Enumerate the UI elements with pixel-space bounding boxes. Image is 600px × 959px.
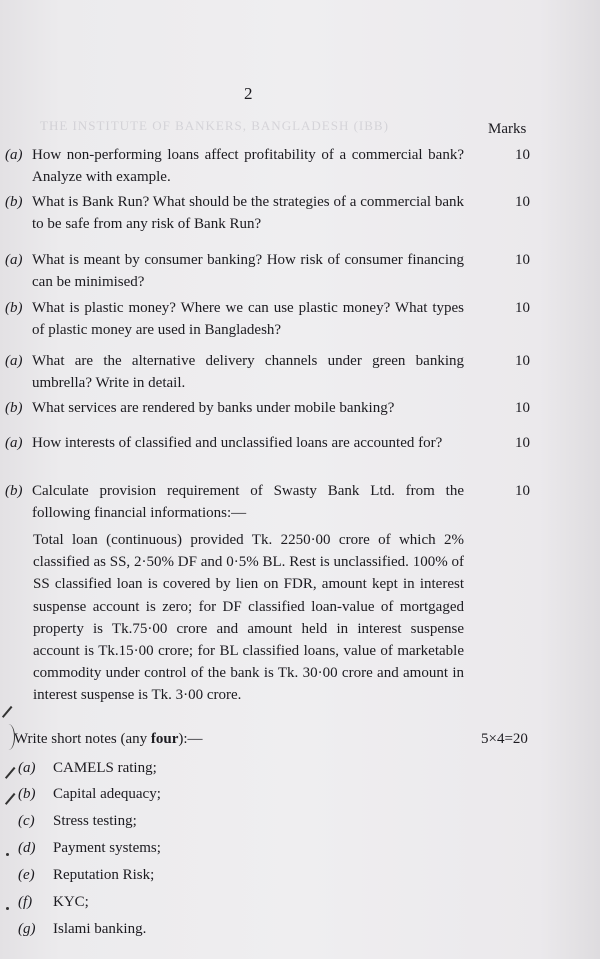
- question-marks: 10: [515, 483, 530, 499]
- question-text: How non-performing loans affect profitability of a commercial bank? Analyze with example.: [32, 147, 464, 185]
- question-label: (b): [5, 300, 23, 316]
- question-text: How interests of classified and unclassified loans are accounted for?: [32, 435, 443, 451]
- question-marks: 10: [515, 252, 530, 268]
- question-label: (a): [5, 147, 23, 163]
- pen-dot-mark: [6, 853, 9, 856]
- question-marks: 10: [515, 353, 530, 369]
- question-label: (b): [5, 483, 23, 499]
- bleed-through-text: THE INSTITUTE OF BANKERS, BANGLADESH (IBB): [40, 118, 389, 133]
- page-number: 2: [244, 84, 253, 103]
- exam-page: THE INSTITUTE OF BANKERS, BANGLADESH (IBB) 2 Marks (a) How non-performing loans affect profitability of a commercial bank? Analyze with example. 10 (b) What is Bank Run? What should be the strategies of a commercial bank to be safe from any risk of Bank Run? 10 (a) What is meant by consumer banking? How risk of consumer financing can be minimised? 10 (b) What is plastic money? Where we can use plastic money? What types of plastic money are used in Bangladesh? 10 (a) What are the alternative delivery channels under green banking umbrella? Write in detail. 10 (b) What services are rendered by banks under mobile banking? 10 (a) How interests of classified and unclassified loans are accounted for? 10 (b) Calculate provision requirement of Swasty Bank Ltd. from the following financial informations:— 10 Total loan (continuous) provided Tk. 2250·00 crore of which 2% classified as SS, 2·50% DF and 0·5% BL. Rest is unclassified. 100% of SS classified loan is covered by lien on FDR, amount kept in interest suspense account is zero; for DF classified loan-value of mortgaged property is Tk.75·00 crore and amount held in interest suspense account is Tk.15·00 crore; for BL classified loans, value of marketable commodity under control of the bank is Tk. 30·00 crore and amount in interest suspense is Tk. 3·00 crore. Write short notes (any four):— 5×4=20 (a) CAMELS rating; (b) Capital adequacy; (c) Stress testing; (d) Payment systems; (e) Reputation Risk; (f) KYC; (g) Islami banking.: [0, 0, 600, 959]
- question-text: What is meant by consumer banking? How risk of consumer financing can be minimised?: [32, 252, 464, 290]
- short-notes-heading: Write short notes (any four):—: [14, 731, 203, 747]
- question-text: What is plastic money? Where we can use plastic money? What types of plastic money are used in Bangladesh?: [32, 300, 464, 338]
- question-marks: 10: [515, 194, 530, 210]
- calculation-data-paragraph: Total loan (continuous) provided Tk. 2250·00 crore of which 2% classified as SS, 2·50% DF and 0·5% BL. Rest is unclassified. 100% of SS classified loan is covered by lien on FDR, amount kept in interest suspense account is zero; for DF classified loan-value of mortgaged property is Tk.75·00 crore and amount held in interest suspense account is Tk.15·00 crore; for BL classified loans, value of marketable commodity under control of the bank is Tk. 30·00 crore and amount in interest suspense is Tk. 3·00 crore.: [33, 532, 464, 704]
- pen-dot-mark: [6, 907, 9, 910]
- short-notes-marks: 5×4=20: [481, 731, 528, 747]
- question-label: (a): [5, 353, 23, 369]
- question-marks: 10: [515, 435, 530, 451]
- marks-column-header: Marks: [488, 121, 527, 137]
- pen-tick-mark: [5, 767, 15, 779]
- question-label: (b): [5, 194, 23, 210]
- question-marks: 10: [515, 300, 530, 316]
- question-text: Calculate provision requirement of Swasty Bank Ltd. from the following financial informations:—: [32, 483, 464, 521]
- question-marks: 10: [515, 147, 530, 163]
- question-text: What are the alternative delivery channels under green banking umbrella? Write in detail.: [32, 353, 464, 391]
- question-marks: 10: [515, 400, 530, 416]
- question-text: What services are rendered by banks under mobile banking?: [32, 400, 395, 416]
- question-label: (a): [5, 252, 23, 268]
- question-label: (a): [5, 435, 23, 451]
- pen-tick-mark: [5, 793, 15, 805]
- pen-tick-mark: [2, 706, 12, 718]
- question-label: (b): [5, 400, 23, 416]
- question-text: What is Bank Run? What should be the strategies of a commercial bank to be safe from any risk of Bank Run?: [32, 194, 464, 232]
